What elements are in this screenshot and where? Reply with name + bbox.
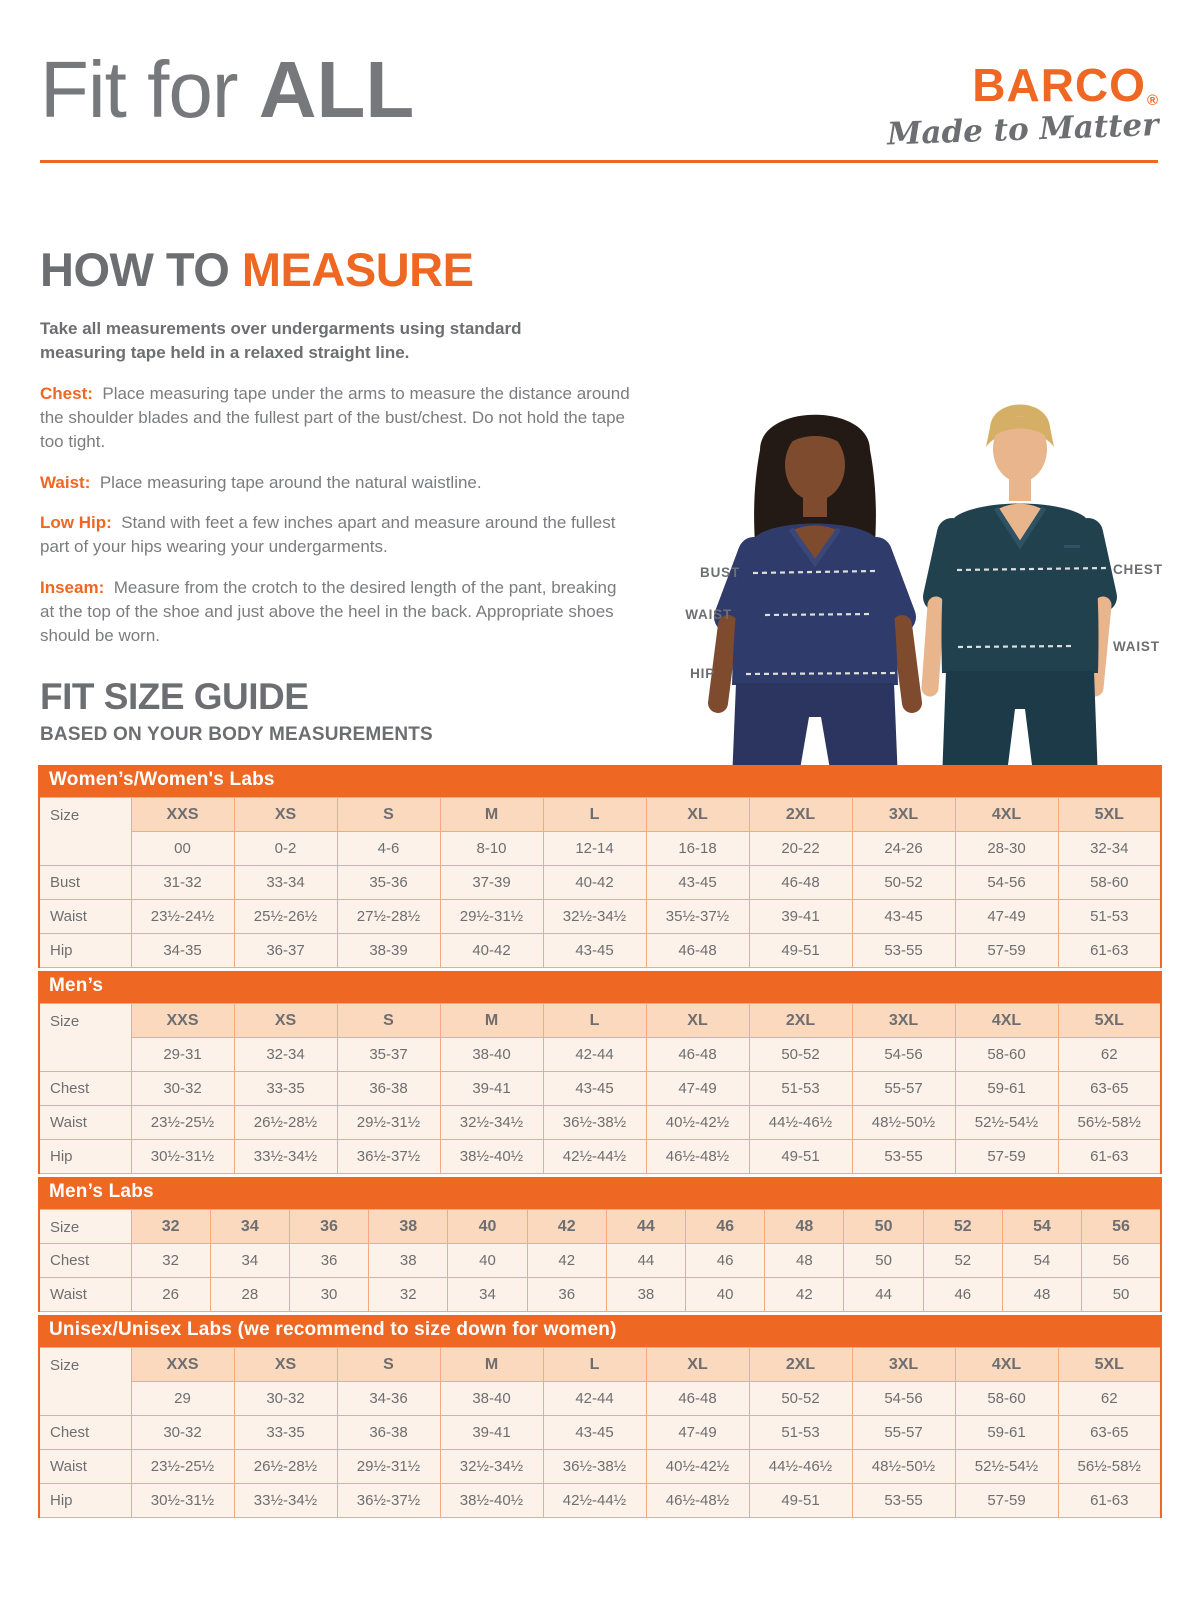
- measurement-cell: 57-59: [955, 1140, 1058, 1174]
- measurement-cell: 56½-58½: [1058, 1106, 1161, 1140]
- measurement-cell: 30½-31½: [131, 1140, 234, 1174]
- measurement-cell: 33-35: [234, 1072, 337, 1106]
- measurement-cell: 32½-34½: [543, 900, 646, 934]
- measurement-cell: 50: [1082, 1278, 1161, 1312]
- measurement-cell: 36½-38½: [543, 1450, 646, 1484]
- size-range-cell: 46-48: [646, 1038, 749, 1072]
- measurement-cell: 27½-28½: [337, 900, 440, 934]
- measurement-cell: 50-52: [852, 866, 955, 900]
- size-table: [38, 1209, 1162, 1312]
- row-label-cell: Chest: [39, 1244, 131, 1278]
- measurement-cell: 23½-25½: [131, 1450, 234, 1484]
- measurement-cell: 26½-28½: [234, 1450, 337, 1484]
- measurement-cell: 57-59: [955, 1484, 1058, 1518]
- measure-item-waist: [40, 471, 630, 495]
- measurement-cell: 40: [686, 1278, 765, 1312]
- size-range-cell: 62: [1058, 1382, 1161, 1416]
- fit-size-guide-header: [40, 678, 433, 744]
- measurement-cell: 26½-28½: [234, 1106, 337, 1140]
- size-range-cell: 24-26: [852, 832, 955, 866]
- size-range-row: [39, 832, 1161, 866]
- size-header-cell: 32: [131, 1210, 210, 1244]
- measurement-cell: 46: [686, 1244, 765, 1278]
- measure-item-text: Stand with feet a few inches apart and measure around the fullest part of your hips wearing your undergarments.: [40, 513, 616, 557]
- size-header-cell: 56: [1082, 1210, 1161, 1244]
- measurement-cell: 61-63: [1058, 934, 1161, 968]
- size-header-cell: 2XL: [749, 1004, 852, 1038]
- measurement-cell: 30½-31½: [131, 1484, 234, 1518]
- measurement-cell: 46-48: [646, 934, 749, 968]
- size-header-cell: 52: [923, 1210, 1002, 1244]
- measurement-cell: 30: [289, 1278, 368, 1312]
- measurement-cell: 30-32: [131, 1416, 234, 1450]
- size-range-cell: 32-34: [234, 1038, 337, 1072]
- size-header-cell: XS: [234, 798, 337, 832]
- measurement-cell: 32: [369, 1278, 448, 1312]
- how-to-measure-section: [40, 243, 640, 647]
- measurement-cell: 35½-37½: [646, 900, 749, 934]
- page-title: [40, 45, 415, 134]
- measurement-row: [39, 934, 1161, 968]
- brand-logo-text: BARCO: [972, 59, 1146, 111]
- measurement-cell: 63-65: [1058, 1416, 1161, 1450]
- measurement-cell: 47-49: [646, 1072, 749, 1106]
- measurement-cell: 56½-58½: [1058, 1450, 1161, 1484]
- size-header-cell: 48: [765, 1210, 844, 1244]
- measurement-cell: 46-48: [749, 866, 852, 900]
- size-range-cell: 29-31: [131, 1038, 234, 1072]
- size-range-cell: 54-56: [852, 1038, 955, 1072]
- size-range-cell: 58-60: [955, 1382, 1058, 1416]
- size-table-section-2: [38, 1177, 1162, 1312]
- size-header-cell: 3XL: [852, 798, 955, 832]
- measurement-cell: 48½-50½: [852, 1450, 955, 1484]
- size-range-cell: 50-52: [749, 1382, 852, 1416]
- measurement-cell: 28: [210, 1278, 289, 1312]
- row-label-cell: Waist: [39, 1278, 131, 1312]
- table-title-banner: Men’s Labs: [38, 1177, 1162, 1209]
- size-range-cell: 8-10: [440, 832, 543, 866]
- measurement-cell: 52: [923, 1244, 1002, 1278]
- measurement-cell: 33½-34½: [234, 1140, 337, 1174]
- hip-line: [746, 673, 896, 674]
- measurement-cell: 26: [131, 1278, 210, 1312]
- measurement-cell: 51-53: [749, 1416, 852, 1450]
- measurement-cell: 40½-42½: [646, 1450, 749, 1484]
- measure-item-inseam: [40, 576, 630, 647]
- size-range-cell: 16-18: [646, 832, 749, 866]
- measurement-cell: 53-55: [852, 1140, 955, 1174]
- measure-item-label: Chest:: [40, 384, 93, 404]
- row-label-cell: Hip: [39, 1484, 131, 1518]
- size-header-cell: M: [440, 1348, 543, 1382]
- size-range-cell: 38-40: [440, 1038, 543, 1072]
- measurement-cell: 32: [131, 1244, 210, 1278]
- measurement-cell: 36½-37½: [337, 1140, 440, 1174]
- measurement-cell: 38: [606, 1278, 685, 1312]
- size-header-cell: XXS: [131, 798, 234, 832]
- size-range-cell: 34-36: [337, 1382, 440, 1416]
- size-header-cell: 38: [369, 1210, 448, 1244]
- size-table-section-1: [38, 971, 1162, 1174]
- size-header-cell: XXS: [131, 1348, 234, 1382]
- measure-item-label: Inseam:: [40, 578, 105, 598]
- size-header-cell: M: [440, 1004, 543, 1038]
- size-header-cell: 36: [289, 1210, 368, 1244]
- measurement-cell: 47-49: [646, 1416, 749, 1450]
- size-header-cell: S: [337, 798, 440, 832]
- size-range-cell: 35-37: [337, 1038, 440, 1072]
- size-header-cell: 4XL: [955, 1004, 1058, 1038]
- measurement-cell: 61-63: [1058, 1484, 1161, 1518]
- row-label-cell: Waist: [39, 1106, 131, 1140]
- size-header-cell: 42: [527, 1210, 606, 1244]
- models-photo: [640, 385, 1200, 781]
- size-header-cell: L: [543, 1004, 646, 1038]
- size-range-cell: 54-56: [852, 1382, 955, 1416]
- measurement-cell: 49-51: [749, 1484, 852, 1518]
- measurement-cell: 46½-48½: [646, 1140, 749, 1174]
- measurement-cell: 46: [923, 1278, 1002, 1312]
- size-header-cell: 4XL: [955, 1348, 1058, 1382]
- measurement-cell: 53-55: [852, 1484, 955, 1518]
- measurement-row: [39, 1106, 1161, 1140]
- measurement-cell: 38-39: [337, 934, 440, 968]
- table-title-banner: Men’s: [38, 971, 1162, 1003]
- measurement-cell: 51-53: [749, 1072, 852, 1106]
- measurement-cell: 31-32: [131, 866, 234, 900]
- measure-item-label: Waist:: [40, 472, 91, 492]
- measurement-cell: 38: [369, 1244, 448, 1278]
- measurement-cell: 57-59: [955, 934, 1058, 968]
- models-illustration: [640, 385, 1200, 781]
- size-range-cell: 46-48: [646, 1382, 749, 1416]
- measurement-cell: 53-55: [852, 934, 955, 968]
- measurement-cell: 44½-46½: [749, 1106, 852, 1140]
- measurement-cell: 25½-26½: [234, 900, 337, 934]
- measurement-cell: 38½-40½: [440, 1484, 543, 1518]
- measurement-cell: 36: [289, 1244, 368, 1278]
- size-range-cell: 20-22: [749, 832, 852, 866]
- measurement-row: [39, 1278, 1161, 1312]
- size-header-cell: 46: [686, 1210, 765, 1244]
- measurement-cell: 48½-50½: [852, 1106, 955, 1140]
- measurement-cell: 44: [606, 1244, 685, 1278]
- measurement-cell: 30-32: [131, 1072, 234, 1106]
- measurement-cell: 43-45: [543, 934, 646, 968]
- size-range-cell: 28-30: [955, 832, 1058, 866]
- heading-orange-part: MEASURE: [241, 243, 474, 296]
- size-header-cell: 3XL: [852, 1348, 955, 1382]
- row-label-cell: Hip: [39, 934, 131, 968]
- man-waist-label: WAIST: [1113, 639, 1160, 654]
- measurement-cell: 55-57: [852, 1416, 955, 1450]
- page-title-regular: Fit for: [40, 45, 238, 134]
- measurement-cell: 39-41: [440, 1072, 543, 1106]
- measurement-cell: 54: [1002, 1244, 1081, 1278]
- size-header-cell: XXS: [131, 1004, 234, 1038]
- measurement-cell: 63-65: [1058, 1072, 1161, 1106]
- measurement-cell: 55-57: [852, 1072, 955, 1106]
- row-label-cell: Bust: [39, 866, 131, 900]
- measurement-cell: 46½-48½: [646, 1484, 749, 1518]
- size-header-cell: 34: [210, 1210, 289, 1244]
- size-table: [38, 1347, 1162, 1518]
- measurement-cell: 36-38: [337, 1416, 440, 1450]
- measurement-cell: 36-37: [234, 934, 337, 968]
- page-header: [40, 45, 1159, 153]
- size-header-cell: XS: [234, 1004, 337, 1038]
- chest-label: CHEST: [1113, 562, 1163, 577]
- measurement-cell: 43-45: [543, 1416, 646, 1450]
- size-table: [38, 1003, 1162, 1174]
- measurement-row: [39, 1244, 1161, 1278]
- row-label-cell: Chest: [39, 1416, 131, 1450]
- size-header-cell: XL: [646, 1348, 749, 1382]
- size-label-cell: Size: [39, 1348, 131, 1416]
- measurement-row: [39, 1140, 1161, 1174]
- woman-waist-label: WAIST: [685, 607, 732, 622]
- row-label-cell: Waist: [39, 1450, 131, 1484]
- measurement-cell: 33-34: [234, 866, 337, 900]
- size-header-cell: 4XL: [955, 798, 1058, 832]
- how-to-measure-heading: [40, 243, 640, 296]
- size-header-cell: 54: [1002, 1210, 1081, 1244]
- measurement-cell: 42½-44½: [543, 1140, 646, 1174]
- measure-item-low-hip: [40, 511, 630, 559]
- woman-model: [718, 415, 912, 781]
- measurement-row: [39, 1450, 1161, 1484]
- size-header-cell: 40: [448, 1210, 527, 1244]
- hip-label: HIP: [690, 666, 715, 681]
- size-label-cell: Size: [39, 1004, 131, 1072]
- size-range-row: [39, 1038, 1161, 1072]
- measure-item-text: Place measuring tape around the natural waistline.: [99, 472, 482, 492]
- barco-logo: [887, 59, 1159, 111]
- measurement-row: [39, 866, 1161, 900]
- measurement-cell: 42: [527, 1244, 606, 1278]
- measurement-cell: 47-49: [955, 900, 1058, 934]
- measurement-cell: 58-60: [1058, 866, 1161, 900]
- size-header-cell: 2XL: [749, 1348, 852, 1382]
- measure-item-text: Measure from the crotch to the desired length of the pant, breaking at the top of the shoe and just above the heel in the back. Appropriate shoes should be worn.: [40, 578, 617, 645]
- measurement-cell: 36-38: [337, 1072, 440, 1106]
- size-range-cell: 12-14: [543, 832, 646, 866]
- size-header-row: [39, 798, 1161, 832]
- measurement-cell: 33½-34½: [234, 1484, 337, 1518]
- size-header-cell: XS: [234, 1348, 337, 1382]
- measurement-cell: 36: [527, 1278, 606, 1312]
- size-header-cell: 5XL: [1058, 798, 1161, 832]
- size-range-cell: 38-40: [440, 1382, 543, 1416]
- size-header-cell: S: [337, 1004, 440, 1038]
- measurement-cell: 43-45: [646, 866, 749, 900]
- heading-gray-part: HOW TO: [40, 243, 230, 296]
- measurement-cell: 59-61: [955, 1072, 1058, 1106]
- measure-item-text: Place measuring tape under the arms to measure the distance around the shoulder blades and the fullest part of the bust/chest. Do not hold the tape too tight.: [40, 384, 630, 451]
- measurement-cell: 34: [210, 1244, 289, 1278]
- measurement-cell: 35-36: [337, 866, 440, 900]
- measurement-row: [39, 1416, 1161, 1450]
- measure-item-chest: [40, 382, 630, 453]
- size-range-cell: 50-52: [749, 1038, 852, 1072]
- size-header-cell: S: [337, 1348, 440, 1382]
- measurement-cell: 44½-46½: [749, 1450, 852, 1484]
- size-range-cell: 58-60: [955, 1038, 1058, 1072]
- size-header-cell: 50: [844, 1210, 923, 1244]
- measurement-cell: 33-35: [234, 1416, 337, 1450]
- measurement-row: [39, 1072, 1161, 1106]
- size-range-cell: 42-44: [543, 1038, 646, 1072]
- measurement-cell: 29½-31½: [337, 1106, 440, 1140]
- registered-trademark-icon: ®: [1146, 92, 1159, 109]
- measurement-cell: 23½-24½: [131, 900, 234, 934]
- size-range-cell: 00: [131, 832, 234, 866]
- size-range-cell: 4-6: [337, 832, 440, 866]
- measurement-cell: 52½-54½: [955, 1450, 1058, 1484]
- size-header-cell: XL: [646, 1004, 749, 1038]
- measurement-cell: 40: [448, 1244, 527, 1278]
- measurement-cell: 38½-40½: [440, 1140, 543, 1174]
- page-title-bold: ALL: [258, 45, 415, 134]
- size-header-cell: 2XL: [749, 798, 852, 832]
- measure-item-label: Low Hip:: [40, 513, 112, 533]
- measurement-cell: 34-35: [131, 934, 234, 968]
- size-range-cell: 42-44: [543, 1382, 646, 1416]
- measurement-cell: 29½-31½: [440, 900, 543, 934]
- measurement-cell: 42: [765, 1278, 844, 1312]
- size-header-row: [39, 1210, 1161, 1244]
- brand-tagline: Made to Matter: [886, 107, 1159, 153]
- table-title-banner: Unisex/Unisex Labs (we recommend to size down for women): [38, 1315, 1162, 1347]
- measurement-cell: 54-56: [955, 866, 1058, 900]
- size-header-cell: 5XL: [1058, 1004, 1161, 1038]
- size-label-cell: Size: [39, 1210, 131, 1244]
- measure-intro: Take all measurements over undergarments using standard measuring tape held in a relaxed straight line.: [40, 319, 522, 363]
- measurement-cell: 37-39: [440, 866, 543, 900]
- row-label-cell: Hip: [39, 1140, 131, 1174]
- size-range-cell: 0-2: [234, 832, 337, 866]
- measurement-cell: 40½-42½: [646, 1106, 749, 1140]
- measurement-cell: 29½-31½: [337, 1450, 440, 1484]
- measurement-cell: 40-42: [543, 866, 646, 900]
- size-header-cell: XL: [646, 798, 749, 832]
- size-header-cell: L: [543, 798, 646, 832]
- measurement-cell: 52½-54½: [955, 1106, 1058, 1140]
- table-title-banner: Women’s/Women's Labs: [38, 765, 1162, 797]
- man-model: [930, 405, 1103, 782]
- measurement-cell: 43-45: [543, 1072, 646, 1106]
- fit-size-guide-title: FIT SIZE GUIDE: [40, 676, 309, 717]
- size-tables: [38, 765, 1162, 1521]
- measurement-cell: 44: [844, 1278, 923, 1312]
- size-header-cell: 5XL: [1058, 1348, 1161, 1382]
- size-header-cell: 44: [606, 1210, 685, 1244]
- measurement-cell: 50: [844, 1244, 923, 1278]
- measurement-cell: 39-41: [749, 900, 852, 934]
- measurement-cell: 48: [1002, 1278, 1081, 1312]
- size-table: [38, 797, 1162, 968]
- size-header-cell: 3XL: [852, 1004, 955, 1038]
- measurement-cell: 49-51: [749, 1140, 852, 1174]
- fit-size-guide-subtitle: BASED ON YOUR BODY MEASUREMENTS: [40, 724, 433, 745]
- measurement-cell: 59-61: [955, 1416, 1058, 1450]
- measurement-cell: 34: [448, 1278, 527, 1312]
- size-header-cell: M: [440, 798, 543, 832]
- brand-block: [886, 48, 1159, 153]
- measurement-cell: 61-63: [1058, 1140, 1161, 1174]
- size-table-section-0: [38, 765, 1162, 968]
- bust-label: BUST: [700, 565, 740, 580]
- measurement-cell: 32½-34½: [440, 1106, 543, 1140]
- measurement-cell: 49-51: [749, 934, 852, 968]
- size-header-row: [39, 1348, 1161, 1382]
- size-range-cell: 29: [131, 1382, 234, 1416]
- size-range-row: [39, 1382, 1161, 1416]
- measurement-cell: 36½-37½: [337, 1484, 440, 1518]
- orange-divider: [40, 160, 1158, 163]
- measurement-cell: 42½-44½: [543, 1484, 646, 1518]
- size-range-cell: 32-34: [1058, 832, 1161, 866]
- measurement-cell: 48: [765, 1244, 844, 1278]
- measurement-row: [39, 900, 1161, 934]
- size-label-cell: Size: [39, 798, 131, 866]
- size-header-cell: L: [543, 1348, 646, 1382]
- measurement-cell: 32½-34½: [440, 1450, 543, 1484]
- size-header-row: [39, 1004, 1161, 1038]
- measurement-cell: 23½-25½: [131, 1106, 234, 1140]
- size-range-cell: 62: [1058, 1038, 1161, 1072]
- measurement-cell: 40-42: [440, 934, 543, 968]
- measurement-cell: 51-53: [1058, 900, 1161, 934]
- measurement-row: [39, 1484, 1161, 1518]
- measurement-cell: 39-41: [440, 1416, 543, 1450]
- size-range-cell: 30-32: [234, 1382, 337, 1416]
- measurement-cell: 56: [1082, 1244, 1161, 1278]
- row-label-cell: Waist: [39, 900, 131, 934]
- size-table-section-3: [38, 1315, 1162, 1518]
- measurement-cell: 36½-38½: [543, 1106, 646, 1140]
- row-label-cell: Chest: [39, 1072, 131, 1106]
- measurement-cell: 43-45: [852, 900, 955, 934]
